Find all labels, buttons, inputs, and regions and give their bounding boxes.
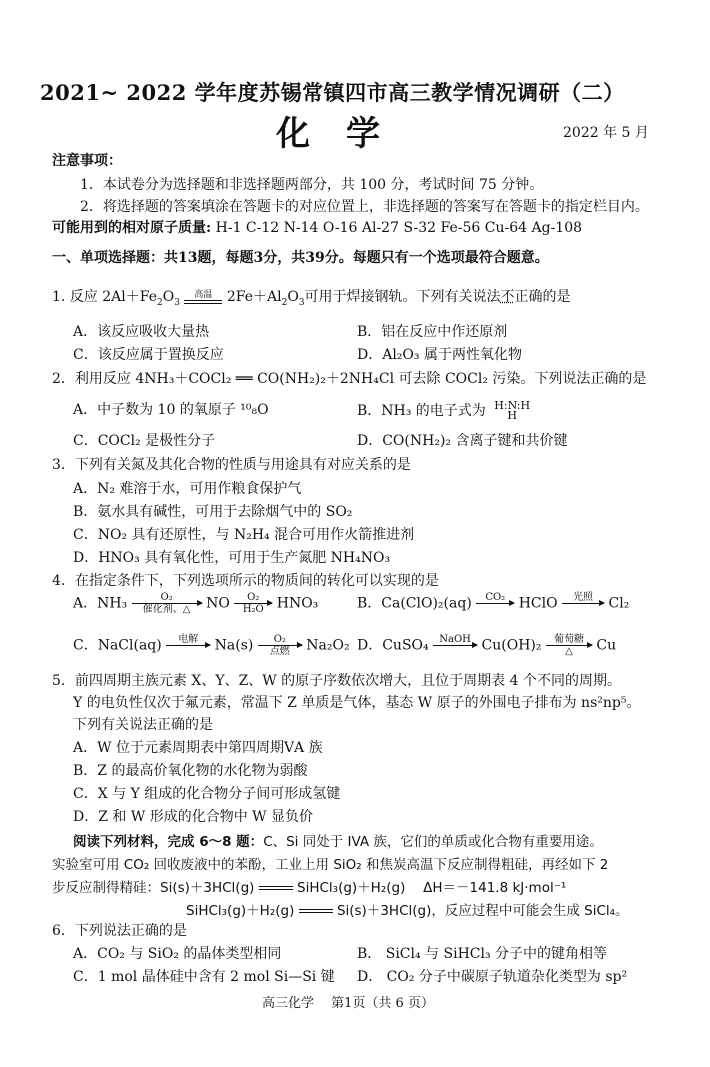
q6-option-d: D． CO₂ 分子中碳原子轨道杂化类型为 sp²: [357, 969, 628, 985]
q4-d-start: D．CuSO₄: [357, 637, 429, 654]
q4-b-mid: HClO: [518, 595, 558, 612]
q4-b-arrow-1: [476, 592, 514, 615]
reading-eq1-left: 步反应制得精硅：Si(s)＋3HCl(g): [52, 880, 255, 896]
notes-heading: 注意事项：: [52, 153, 122, 169]
atomic-masses: [52, 219, 582, 237]
q1-text-b: 2Fe＋Al: [226, 289, 282, 305]
question-2-stem: 2．利用反应 4NH₃＋COCl₂ ══ CO(NH₂)₂＋2NH₄Cl 可去除 COCl₂ 污染。下列说法正确的是: [52, 371, 647, 387]
q4-option-a: [73, 592, 318, 615]
page-footer: 高三化学 第1页（共 6 页）: [262, 996, 434, 1011]
q2-option-c: C．COCl₂ 是极性分子: [73, 433, 216, 449]
q4-c-cond-1: 电解: [178, 634, 199, 645]
q1-option-a: A．该反应吸收大量热: [73, 324, 210, 340]
question-5-line-1: 5．前四周期主族元素 X、Y、Z、W 的原子序数依次增大，且位于周期表 4 个不同的周期。: [52, 673, 621, 689]
q4-c-start: C．NaCl(aq): [73, 637, 162, 654]
q3-option-a: A．N₂ 难溶于水，可用作粮食保护气: [73, 481, 302, 497]
notes-item-1: 1．本试卷分为选择题和非选择题两部分，共 100 分，考试时间 75 分钟。: [80, 177, 544, 193]
q6-option-b: B． SiCl₄ 与 SiHCl₃ 分子中的键角相等: [357, 946, 608, 962]
q4-c-cond-2b: 点燃: [269, 646, 290, 657]
q4-b-start: B．Ca(ClO)₂(aq): [357, 595, 472, 612]
q4-a-arrow-1: [132, 592, 202, 615]
q4-d-arrow-1: [433, 634, 477, 657]
q1-text-c: 可用于焊接钢轨。下列有关说法: [304, 289, 501, 305]
reading-line-4: [186, 899, 629, 919]
section-heading: 一、单项选择题：共13题，每题3分，共39分。每题只有一个选项最符合题意。: [52, 250, 549, 266]
question-6-stem: 6．下列说法正确的是: [52, 923, 187, 939]
q2-option-a: A．中子数为 10 的氧原子 ¹⁰₈O: [73, 402, 269, 418]
equals-sign: [299, 909, 333, 913]
q5-option-b: B．Z 的最高价氧化物的水化物为弱酸: [73, 763, 308, 779]
q4-b-cond-2: 光照: [573, 592, 594, 603]
q4-c-mid: Na(s): [214, 637, 254, 654]
q4-d-end: Cu: [596, 637, 617, 654]
reading-line-3: [52, 876, 566, 896]
q5-option-c: C．X 与 Y 组成的化合物分子间可形成氢键: [73, 786, 341, 802]
q2-option-d: D．CO(NH₂)₂ 含离子键和共价键: [357, 433, 568, 449]
reaction-condition: 高温: [194, 289, 213, 300]
question-1-stem: 1. 反应 $2Al+Fe_2O_3$ 高温 $2Fe+Al_2O_3$可用于焊接钢轨。下列有关说法不正确的是: [52, 289, 571, 308]
q4-c-arrow-2: [258, 634, 302, 657]
q4-d-arrow-2: [546, 634, 592, 657]
reading-line-2: 实验室可用 CO₂ 回收废液中的苯酚，工业上用 SiO₂ 和焦炭高温下反应制得粗硅，再经如下 2: [52, 857, 609, 873]
q4-d-cond-1: NaOH: [439, 634, 471, 645]
question-number: 1.: [52, 289, 66, 305]
q4-a-start: A．NH₃: [73, 595, 128, 612]
q4-b-end: Cl₂: [608, 595, 630, 612]
q3-option-b: B．氨水具有碱性，可用于去除烟气中的 SO₂: [73, 504, 353, 520]
exam-date: 2022 年 5 月: [563, 125, 649, 141]
q4-a-cond-2b: H₂O: [242, 604, 264, 615]
question-3-stem: 3．下列有关氮及其化合物的性质与用途具有对应关系的是: [52, 457, 411, 473]
electron-formula-line2: H: [507, 409, 517, 422]
question-5-line-3: 下列有关说法正确的是: [73, 717, 213, 733]
atomic-masses-label: 可能用到的相对原子质量:: [52, 220, 212, 236]
reading-eq1-right: SiHCl₃(g)＋H₂(g) ΔH＝－141.8 kJ·mol⁻¹: [297, 880, 567, 896]
q3-option-c: C．NO₂ 具有还原性，与 N₂H₄ 混合可用作火箭推进剂: [73, 527, 415, 543]
q4-a-arrow-2: [234, 592, 272, 615]
electron-formula-line1: H:N:H: [494, 399, 531, 412]
q4-d-mid: Cu(OH)₂: [481, 637, 542, 654]
q4-c-cond-2: O₂: [273, 634, 286, 645]
q6-option-c: C．1 mol 晶体硅中含有 2 mol Si—Si 键: [73, 969, 335, 985]
q1-text-d: 正确的是: [514, 289, 571, 305]
q3-option-d: D．HNO₃ 具有氧化性，可用于生产氮肥 NH₄NO₃: [73, 550, 391, 566]
q4-c-end: Na₂O₂: [306, 637, 350, 654]
q1-option-b: B．铝在反应中作还原剂: [357, 324, 508, 340]
q4-option-b: [357, 592, 629, 615]
notes-item-2: 2．将选择题的答案填涂在答题卡的对应位置上，非选择题的答案写在答题卡的指定栏目内。: [80, 199, 649, 215]
reading-lead: 阅读下列材料，完成 6～8 题：: [73, 834, 264, 850]
reading-eq2-left: SiHCl₃(g)＋H₂(g): [186, 903, 295, 919]
q4-b-cond-1: CO₂: [485, 592, 506, 603]
reading-line-1: [73, 830, 603, 850]
question-5-line-2: Y 的电负性仅次于氟元素，常温下 Z 单质是气体，基态 W 原子的外围电子排布为 ns²np⁵。: [73, 695, 641, 711]
q4-a-cond-1: O₂: [160, 592, 173, 603]
q6-option-a: A．CO₂ 与 SiO₂ 的晶体类型相同: [73, 946, 282, 962]
reaction-arrow: [184, 291, 222, 304]
exam-title: 2021~ 2022 学年度苏锡常镇四市高三教学情况调研（二）: [40, 80, 625, 105]
q4-d-cond-2b: △: [565, 646, 573, 657]
q5-option-d: D．Z 和 W 形成的化合物中 W 显负价: [73, 809, 313, 825]
q4-d-cond-2: 葡萄糖: [553, 634, 584, 645]
q5-option-a: A．W 位于元素周期表中第四周期ⅤA 族: [73, 740, 323, 756]
q4-b-arrow-2: [562, 592, 604, 615]
q4-a-cond-2: O₂: [247, 592, 260, 603]
q1-option-d: D．Al₂O₃ 属于两性氧化物: [357, 347, 522, 363]
reading-eq2-right: Si(s)＋3HCl(g)，反应过程中可能会生成 SiCl₄。: [336, 903, 629, 919]
subject-heading: 化学: [276, 114, 416, 154]
emphasis-mark: 不: [500, 289, 515, 305]
q4-a-cond-1b: 催化剂、△: [142, 604, 191, 615]
atomic-masses-values: H-1 C-12 N-14 O-16 Al-27 S-32 Fe-56 Cu-64 Ag-108: [215, 220, 583, 236]
electron-formula: [494, 401, 530, 421]
q2-option-b-text: B．NH₃ 的电子式为: [357, 403, 486, 419]
q1-option-c: C．该反应属于置换反应: [73, 347, 224, 363]
q4-a-end: HNO₃: [276, 595, 319, 612]
q4-option-c: [73, 634, 350, 657]
q4-c-arrow-1: [166, 634, 210, 657]
equals-sign: [259, 886, 293, 890]
reading-line-1-rest: C、Si 同处于 IVA 族，它们的单质或化合物有重要用途。: [263, 834, 603, 850]
q4-option-d: [357, 634, 616, 657]
question-4-stem: 4．在指定条件下，下列选项所示的物质间的转化可以实现的是: [52, 573, 439, 589]
q4-a-mid: NO: [206, 595, 230, 612]
q1-text-a: 反应 2Al＋Fe: [69, 289, 157, 305]
q2-option-b: [357, 401, 530, 421]
